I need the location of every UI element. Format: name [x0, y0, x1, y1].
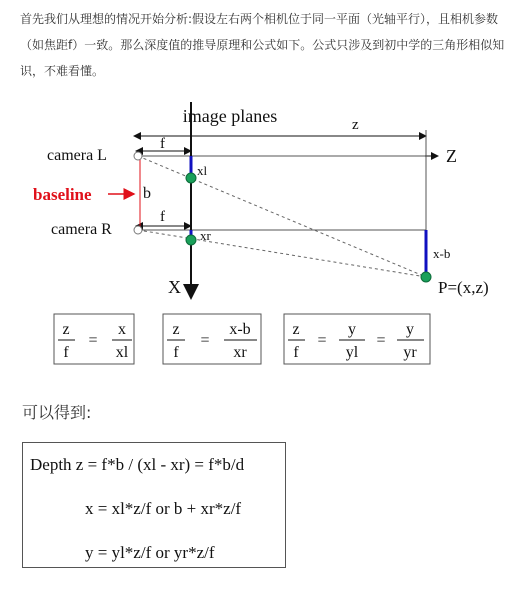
formula-box — [22, 442, 286, 568]
intro-paragraph: 首先我们从理想的情况开始分析:假设左右两个相机位于同一平面（光轴平行），且相机参数（如焦距f）一致。那么深度值的推导原理和公式如下。公式只涉及到初中学的三角形相似知识，不难看懂。 — [20, 12, 505, 78]
f-bottom-label: f — [160, 209, 165, 225]
depth-formula: Depth z = f*b / (xl - xr) = f*b/d — [30, 455, 245, 474]
eq2-equals: = — [200, 332, 210, 349]
x-minus-b-label: x-b — [433, 246, 451, 261]
result-label: 可以得到: — [22, 403, 92, 422]
eq1-equals: = — [88, 332, 98, 349]
eq2-lhs-num: z — [172, 321, 180, 338]
camera-l-label: camera L — [47, 147, 107, 164]
eq3-equals-1: = — [317, 332, 327, 349]
point-p — [421, 272, 431, 282]
camera-l-center — [134, 152, 142, 160]
eq2-rhs-num: x-b — [229, 321, 251, 338]
xr-point — [186, 235, 196, 245]
eq3-lhs-num: z — [292, 321, 300, 338]
xl-point — [186, 173, 196, 183]
f-top-label: f — [160, 136, 165, 152]
equation-box-3 — [284, 314, 430, 364]
image-planes-title: image planes — [182, 106, 278, 126]
eq3-rhs2-den: yr — [403, 344, 417, 361]
x-axis-label: X — [168, 277, 181, 297]
camera-r-label: camera R — [51, 221, 112, 238]
eq3-equals-2: = — [376, 332, 386, 349]
point-p-label: P=(x,z) — [438, 278, 489, 297]
xr-label: xr — [200, 228, 211, 243]
eq3-rhs2-num: y — [406, 321, 414, 338]
eq3-rhs1-den: yl — [345, 344, 359, 361]
camera-r-center — [134, 226, 142, 234]
eq1-rhs-num: x — [118, 321, 126, 338]
y-formula: y = yl*z/f or yr*z/f — [85, 543, 215, 562]
b-label: b — [143, 185, 151, 202]
xl-label: xl — [197, 163, 208, 178]
baseline-label: baseline — [33, 185, 92, 204]
eq3-rhs1-num: y — [348, 321, 356, 338]
z-axis-label: Z — [446, 146, 457, 166]
eq3-lhs-den: f — [293, 344, 299, 361]
z-label: z — [352, 117, 359, 133]
ray-right-camera — [138, 230, 426, 277]
ray-left-camera — [138, 156, 426, 277]
equation-box-2 — [163, 314, 261, 364]
eq1-lhs-den: f — [63, 344, 69, 361]
eq1-lhs-num: z — [62, 321, 70, 338]
eq1-rhs-den: xl — [115, 344, 129, 361]
x-formula: x = xl*z/f or b + xr*z/f — [85, 499, 242, 518]
equation-box-1 — [54, 314, 134, 364]
eq2-lhs-den: f — [173, 344, 179, 361]
eq2-rhs-den: xr — [233, 344, 247, 361]
